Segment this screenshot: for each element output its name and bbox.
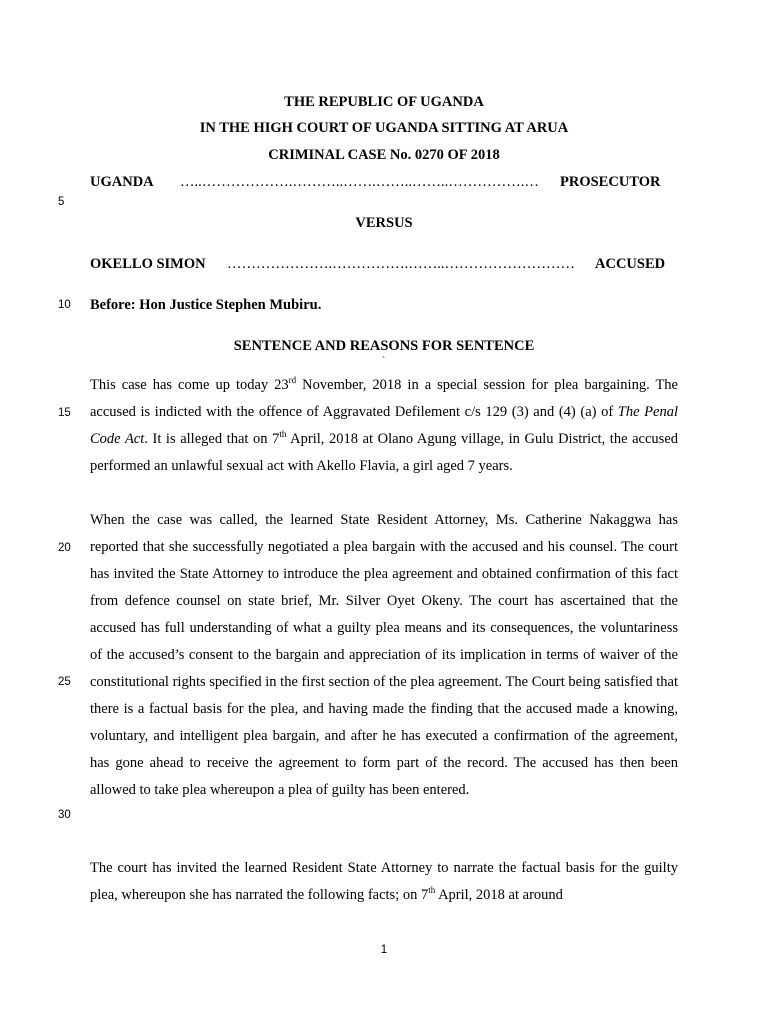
line-number: 25 [58, 676, 71, 688]
prosecution-dots: …..……………….………..…….……..……..…………….… [180, 174, 539, 190]
accused-role: ACCUSED [595, 256, 666, 272]
accused-dots: ………………….…………….……..……………………… [227, 256, 575, 272]
line-number: 30 [58, 809, 71, 821]
line-number: 5 [58, 196, 65, 208]
header-court: IN THE HIGH COURT OF UGANDA SITTING AT ARUA [199, 120, 569, 136]
accused-line [90, 256, 678, 276]
line-number: 15 [58, 407, 71, 419]
line-number: 10 [58, 299, 71, 311]
accused-name: OKELLO SIMON [90, 256, 206, 272]
paragraph-2: When the case was called, the learned State Resident Attorney, Ms. Catherine Nakaggwa has reported that she successfully negotiated a plea bargain with the accused and his counsel. The court has invited the State Attorney to introduce the plea agreement and obtained confirmation of this fact from defence counsel on state brief, Mr. Silver Oyet Okeny. The court has ascertained that the accused has full understanding of what a guilty plea means and its consequences, the voluntariness of the accused’s consent to the bargain and appreciation of its implication in terms of waiver of the constitutional rights specified in the first section of the plea agreement. The Court being satisfied that there is a factual basis for the plea, and having made the finding that the accused made a knowing, voluntary, and intelligent plea bargain, and after he has executed a confirmation of the agreement, has gone ahead to receive the agreement to form part of the record. The accused has then been allowed to take plea whereupon a plea of guilty has been entered. [90, 512, 678, 798]
prosecution-line [90, 174, 678, 194]
stray-mark: ` [382, 356, 386, 367]
page-number: 1 [380, 944, 388, 956]
before-judge: Before: Hon Justice Stephen Mubiru. [90, 297, 322, 313]
document-title: SENTENCE AND REASONS FOR SENTENCE [233, 338, 535, 354]
line-number: 20 [58, 542, 71, 554]
versus-label: VERSUS [355, 215, 413, 231]
paragraph-3: The court has invited the learned Resident State Attorney to narrate the factual basis for the guilty plea, whereupon she has narrated the following facts; on 7th April, 2018 at around [90, 860, 678, 903]
header-case-number: CRIMINAL CASE No. 0270 OF 2018 [268, 147, 500, 163]
paragraph-1: This case has come up today 23rd November, 2018 in a special session for plea bargaining. The accused is indicted with the offence of Aggravated Defilement c/s 129 (3) and (4) (a) of The Penal Code Act. It is alleged that on 7th April, 2018 at Olano Agung village, in Gulu District, the accused performed an unlawful sexual act with Akello Flavia, a girl aged 7 years. [90, 375, 678, 474]
prosecution-role: PROSECUTOR [560, 174, 661, 190]
header-republic: THE REPUBLIC OF UGANDA [284, 94, 484, 110]
prosecution-name: UGANDA [90, 174, 154, 190]
